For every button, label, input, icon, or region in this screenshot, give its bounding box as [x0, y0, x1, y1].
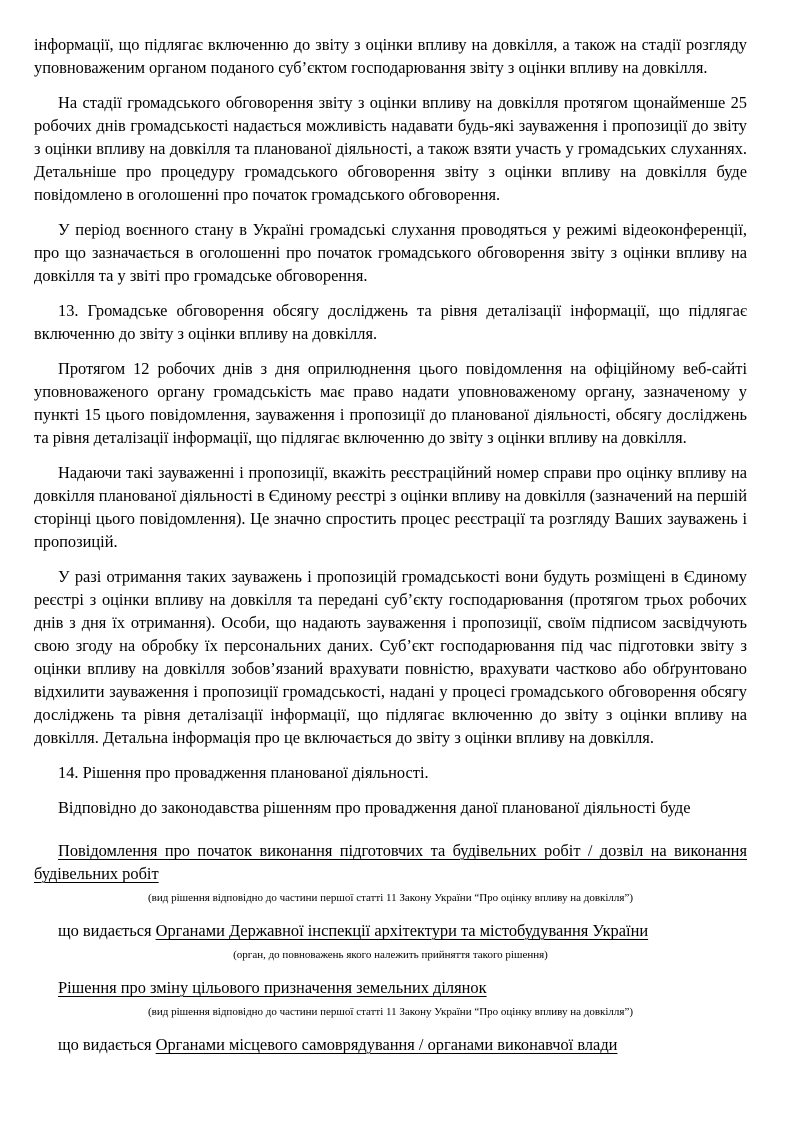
decision-1-issuer-line [34, 919, 747, 942]
decision-1-authority: Органами Державної інспекції архітектури та містобудування України [155, 921, 649, 940]
decision-2-title-text: Рішення про зміну цільового призначення земельних ділянок [58, 978, 487, 997]
paragraph-12-working-days: Протягом 12 робочих днів з дня оприлюднення цього повідомлення на офіційному веб-сайті уповноваженого органу громадськість має право надати уповноваженому органу, зазначеному у пункті 15 цього повідомлення, зауваження і пропозиції до планованої діяльності, обсягу досліджень та рівня деталізації інформації, що підлягає включенню до звіту з оцінки впливу на довкілля. [34, 359, 747, 447]
authority-note: (орган, до повноважень якого належить прийняття такого рішення) [233, 949, 548, 961]
decision-2-issuer-line [34, 1033, 747, 1056]
decision-1-title-text: Повідомлення про початок виконання підготовчих та будівельних робіт / дозвіл на виконання будівельних робіт [34, 841, 747, 883]
paragraph-wartime-hearings: У період воєнного стану в Україні громадські слухання проводяться у режимі відеоконференції, про що зазначається в оголошенні про початок громадського обговорення звіту з оцінки впливу на довкілля та у звіті про громадське обговорення. [34, 220, 747, 285]
issued-by-label: що видається [58, 1035, 156, 1054]
paragraph-continuation: інформації, що підлягає включенню до звіту з оцінки впливу на довкілля, а також на стадії розгляду уповноваженим органом поданого суб’єктом господарювання звіту з оцінки впливу на довкілля. [34, 35, 747, 77]
decision-2-title [34, 976, 747, 999]
section-14-heading: 14. Рішення про провадження планованої діяльності. [58, 763, 429, 782]
paragraph-public-discussion: На стадії громадського обговорення звіту з оцінки впливу на довкілля протягом щонайменше 25 робочих днів громадськості надається можливість надавати будь-які зауваження і пропозиції до звіту з оцінки впливу на довкілля та планованої діяльності, а також взяти участь у громадських слуханнях. Детальніше про процедуру громадського обговорення звіту з оцінки впливу на довкілля буде повідомлено в оголошенні про початок громадського обговорення. [34, 93, 747, 204]
decision-1-title [34, 839, 747, 885]
section-13-heading: 13. Громадське обговорення обсягу досліджень та рівня деталізації інформації, що підлягає включенню до звіту з оцінки впливу на довкілля. [34, 301, 747, 343]
paragraph-registry-number: Надаючи такі зауваженні і пропозиції, вкажіть реєстраційний номер справи про оцінку впливу на довкілля планованої діяльності в Єдиному реєстрі з оцінки впливу на довкілля (зазначений на першій сторінці цього повідомлення). Це значно спростить процес реєстрації та розгляду Ваших зауважень і пропозицій. [34, 463, 747, 551]
paragraph-14-intro: Відповідно до законодавства рішенням про провадження даної планованої діяльності буде [58, 798, 691, 817]
paragraph-comments-processing: У разі отримання таких зауважень і пропозицій громадськості вони будуть розміщені в Єдиному реєстрі з оцінки впливу на довкілля та передані суб’єкту господарювання (протягом трьох робочих днів з дня їх отримання). Особи, що надають зауваження і пропозиції, своїм підписом засвідчують свою згоду на обробку їх персональних даних. Суб’єкт господарювання під час підготовки звіту з оцінки впливу на довкілля зобов’язаний врахувати повністю, врахувати частково або обґрунтовано відхилити зауваження і пропозиції громадськості, надані у процесі громадського обговорення обсягу досліджень та рівня деталізації інформації, що підлягає включенню до звіту з оцінки впливу на довкілля. Детальна інформація про це включається до звіту з оцінки впливу на довкілля. [34, 567, 747, 747]
issued-by-label: що видається [58, 921, 156, 940]
decision-1-type-note: (вид рішення відповідно до частини першої статті 11 Закону України “Про оцінку впливу на довкілля”) [148, 892, 633, 904]
decision-2-authority: Органами місцевого самоврядування / органами виконавчої влади [155, 1035, 618, 1054]
decision-2-type-note: (вид рішення відповідно до частини першої статті 11 Закону України “Про оцінку впливу на довкілля”) [148, 1006, 633, 1018]
